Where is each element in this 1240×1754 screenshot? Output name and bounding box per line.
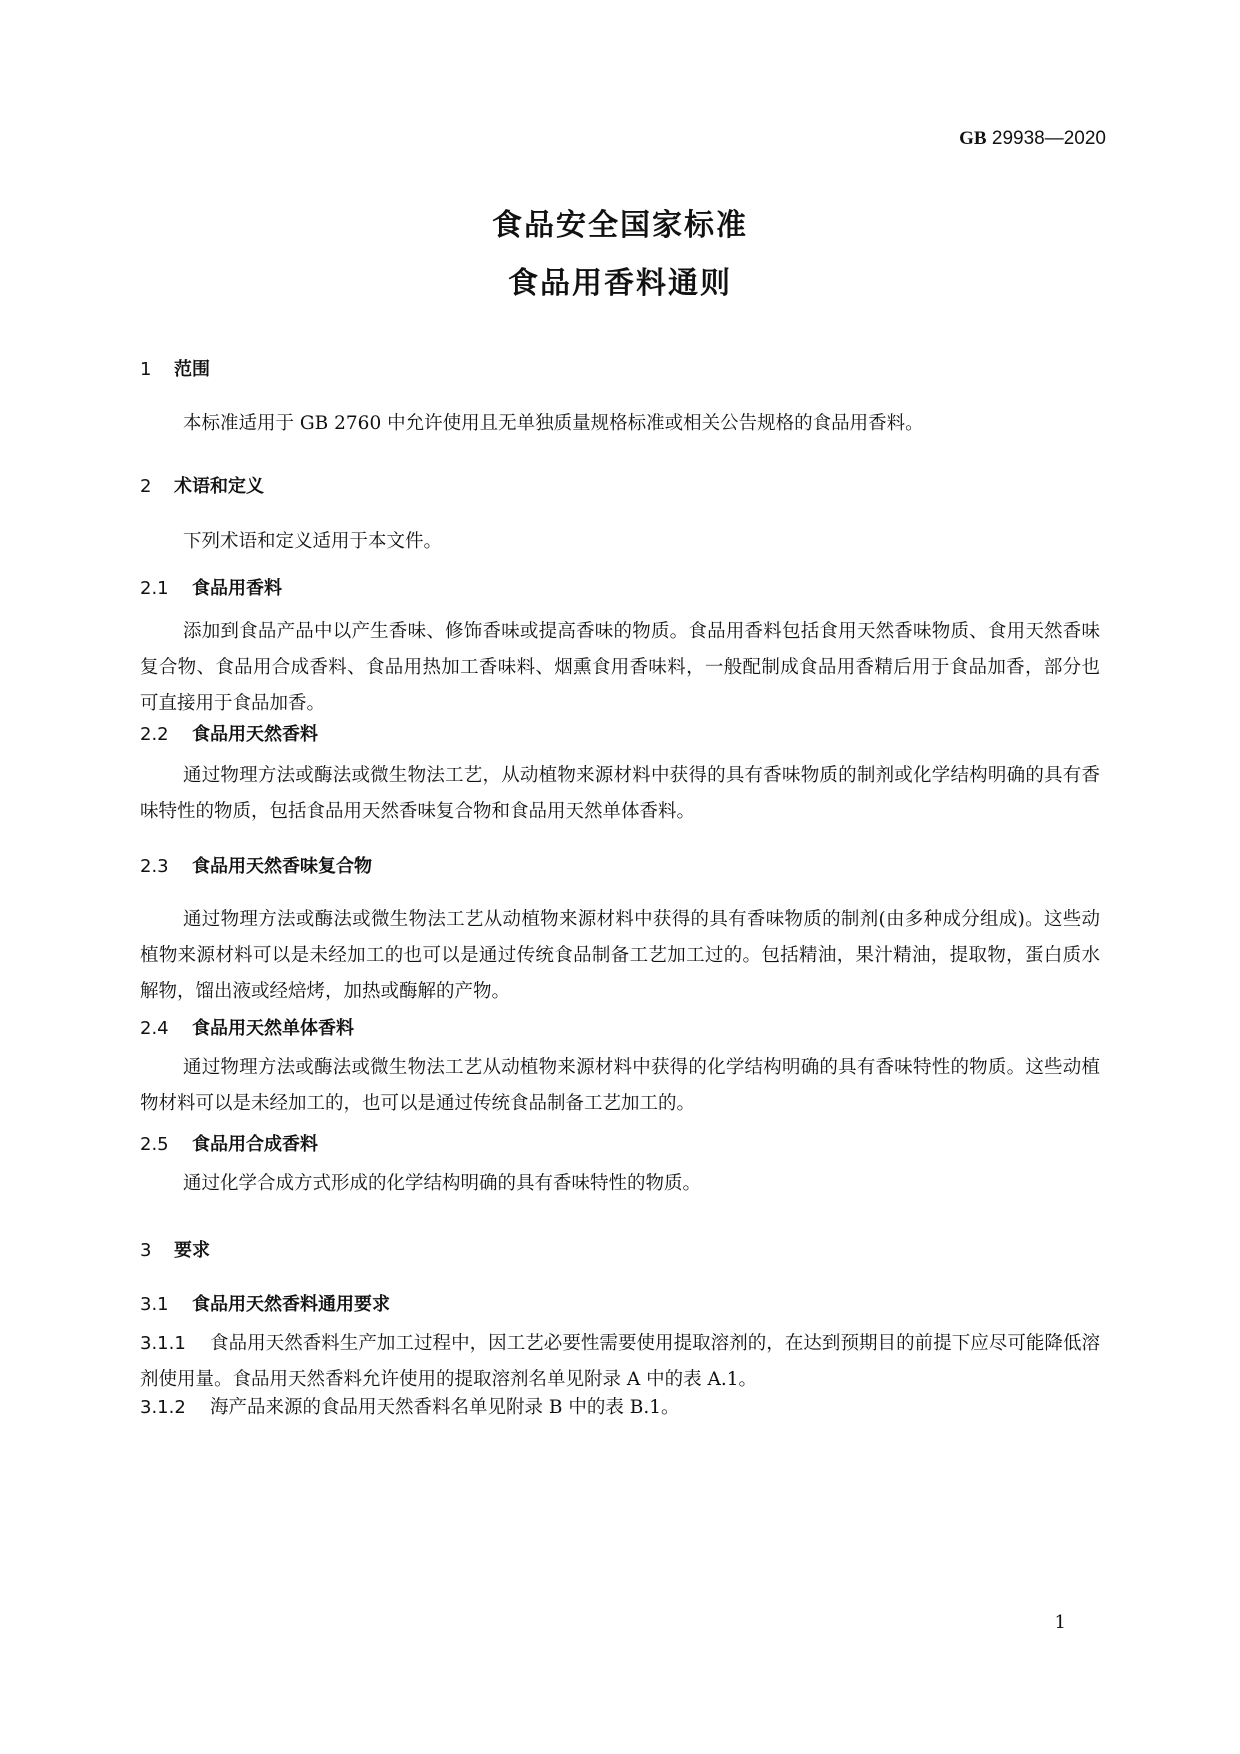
standard-code-prefix: GB bbox=[959, 128, 987, 149]
clause-text: 食品用天然香料生产加工过程中，因工艺必要性需要使用提取溶剂的，在达到预期目的前提下应尽可能降低溶剂使用量。食品用天然香料允许使用的提取溶剂名单见附录 A 中的表 A.1。 bbox=[140, 1333, 1100, 1390]
section-number: 2.1 bbox=[140, 578, 169, 599]
section-title: 食品用香料 bbox=[192, 578, 282, 599]
section-number: 2.3 bbox=[140, 856, 169, 877]
standard-code bbox=[959, 128, 1106, 150]
section-number: 3.1 bbox=[140, 1294, 169, 1315]
section-number: 2 bbox=[140, 476, 152, 497]
section-number: 1 bbox=[140, 359, 152, 380]
section-number: 2.4 bbox=[140, 1018, 169, 1039]
section-2-1-body: 添加到食品产品中以产生香味、修饰香味或提高香味的物质。食品用香料包括食用天然香味物质、食用天然香味复合物、食品用合成香料、食品用热加工香味料、烟熏食用香味料，一般配制成食品用香精后用于食品加香，部分也可直接用于食品加香。 bbox=[140, 621, 1100, 714]
section-2-3-body: 通过物理方法或酶法或微生物法工艺从动植物来源材料中获得的具有香味物质的制剂(由多种成分组成)。这些动植物来源材料可以是未经加工的也可以是通过传统食品制备工艺加工过的。包括精油，果汁精油，提取物，蛋白质水解物，馏出液或经焙烤，加热或酶解的产物。 bbox=[140, 909, 1100, 1002]
section-number: 3 bbox=[140, 1240, 152, 1261]
clause-number: 3.1.2 bbox=[140, 1397, 186, 1418]
section-2-4-body: 通过物理方法或酶法或微生物法工艺从动植物来源材料中获得的化学结构明确的具有香味特性的物质。这些动植物材料可以是未经加工的，也可以是通过传统食品制备工艺加工的。 bbox=[140, 1057, 1100, 1114]
section-title: 要求 bbox=[174, 1240, 210, 1261]
document-title-line2: 食品用香料通则 bbox=[508, 266, 732, 301]
document-title-line1: 食品安全国家标准 bbox=[492, 208, 748, 243]
section-title: 食品用天然香料 bbox=[192, 724, 318, 745]
clause-3-1-1 bbox=[140, 1326, 1100, 1398]
section-2-2-body: 通过物理方法或酶法或微生物法工艺，从动植物来源材料中获得的具有香味物质的制剂或化学结构明确的具有香味特性的物质，包括食品用天然香味复合物和食品用天然单体香料。 bbox=[140, 765, 1100, 822]
section-3-heading bbox=[140, 1236, 210, 1262]
section-title: 食品用天然单体香料 bbox=[192, 1018, 354, 1039]
section-1-heading bbox=[140, 355, 210, 381]
section-2-5-heading bbox=[140, 1130, 318, 1156]
clause-3-1-2 bbox=[140, 1390, 1100, 1426]
section-2-3-heading bbox=[140, 852, 372, 878]
section-2-4-heading bbox=[140, 1014, 354, 1040]
section-number: 2.5 bbox=[140, 1134, 169, 1155]
section-3-1-heading bbox=[140, 1290, 390, 1316]
section-title: 范围 bbox=[174, 359, 210, 380]
section-title: 食品用天然香味复合物 bbox=[192, 856, 372, 877]
section-2-1-heading bbox=[140, 574, 282, 600]
section-2-heading bbox=[140, 472, 264, 498]
section-1-body: 本标准适用于 GB 2760 中允许使用且无单独质量规格标准或相关公告规格的食品用香料。 bbox=[183, 413, 924, 434]
section-number: 2.2 bbox=[140, 724, 169, 745]
clause-number: 3.1.1 bbox=[140, 1333, 186, 1354]
section-2-2-heading bbox=[140, 720, 318, 746]
section-2-body: 下列术语和定义适用于本文件。 bbox=[183, 531, 443, 552]
standard-code-number: 29938—2020 bbox=[991, 128, 1106, 149]
section-title: 术语和定义 bbox=[174, 476, 264, 497]
section-title: 食品用天然香料通用要求 bbox=[192, 1294, 390, 1315]
section-2-5-body: 通过化学合成方式形成的化学结构明确的具有香味特性的物质。 bbox=[183, 1173, 702, 1194]
clause-text: 海产品来源的食品用天然香料名单见附录 B 中的表 B.1。 bbox=[210, 1397, 680, 1418]
page-number: 1 bbox=[1054, 1612, 1066, 1633]
section-title: 食品用合成香料 bbox=[192, 1134, 318, 1155]
